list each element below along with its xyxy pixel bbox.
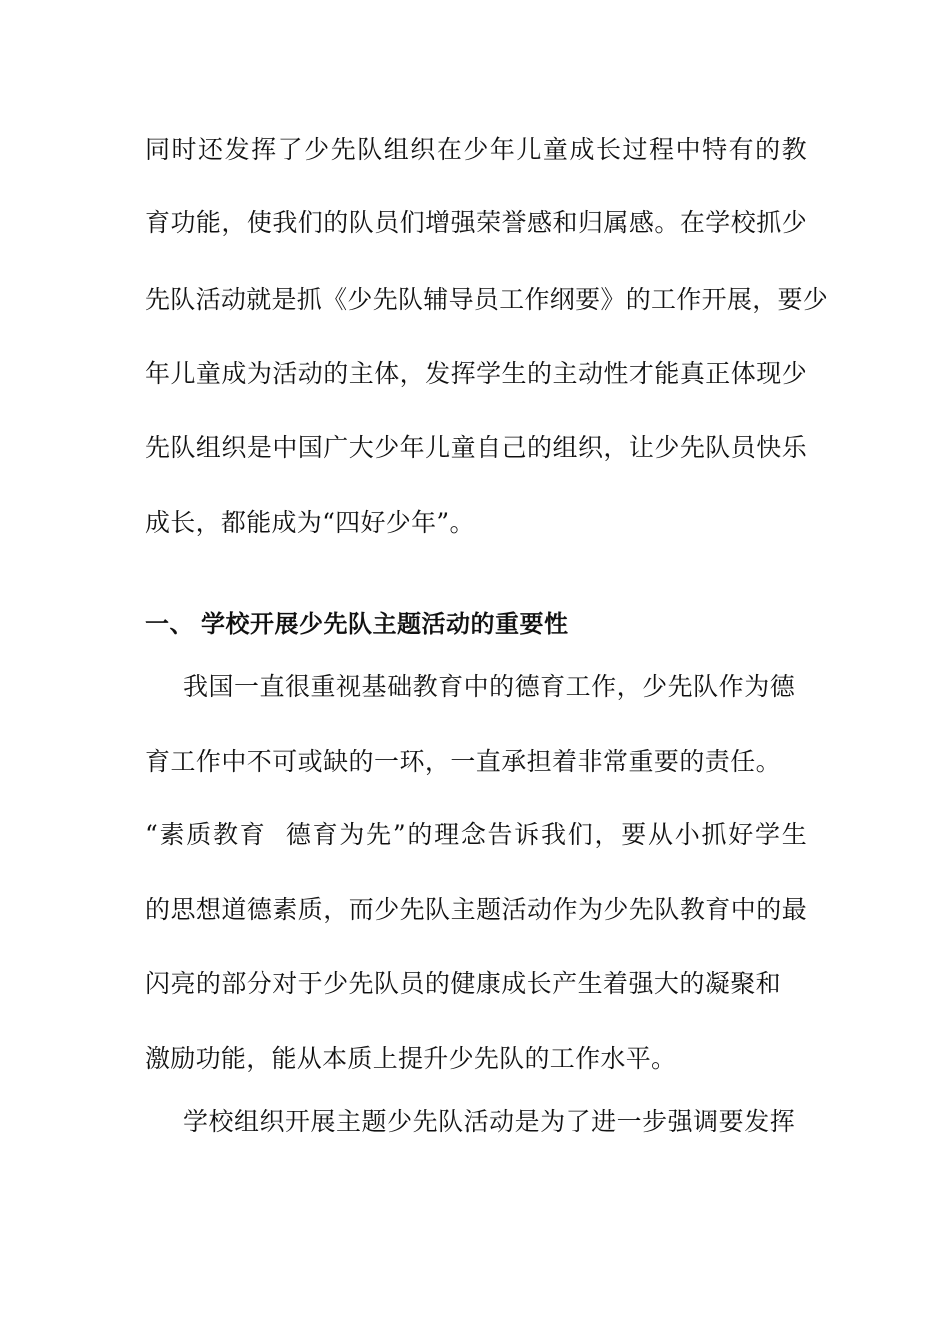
text-line: “素质教育 德育为先”的理念告诉我们，要从小抓好学生: [145, 820, 807, 849]
section-title: 学校开展少先队主题活动的重要性: [201, 610, 569, 638]
text-line: 同时还发挥了少先队组织在少年儿童成长过程中特有的教: [145, 135, 807, 164]
text-line: 成长，都能成为“四好少年”。: [145, 508, 475, 537]
text-line: 育功能，使我们的队员们增强荣誉感和归属感。在学校抓少: [145, 208, 807, 237]
text-line: 先队组织是中国广大少年儿童自己的组织，让少先队员快乐: [145, 433, 807, 462]
text-line: 年儿童成为活动的主体，发挥学生的主动性才能真正体现少: [145, 359, 807, 388]
text-line: 育工作中不可或缺的一环，一直承担着非常重要的责任。: [145, 747, 781, 776]
text-line: 的思想道德素质，而少先队主题活动作为少先队教育中的最: [145, 895, 807, 924]
text-line: 我国一直很重视基础教育中的德育工作，少先队作为德: [183, 672, 795, 701]
text-line: 先队活动就是抓《少先队辅导员工作纲要》的工作开展，要少: [145, 285, 829, 314]
text-line: 学校组织开展主题少先队活动是为了进一步强调要发挥: [183, 1107, 795, 1136]
text-line: 闪亮的部分对于少先队员的健康成长产生着强大的凝聚和: [145, 969, 781, 998]
text-line: 激励功能，能从本质上提升少先队的工作水平。: [145, 1044, 677, 1073]
section-number: 一、: [145, 610, 194, 638]
section-heading: [145, 604, 569, 644]
